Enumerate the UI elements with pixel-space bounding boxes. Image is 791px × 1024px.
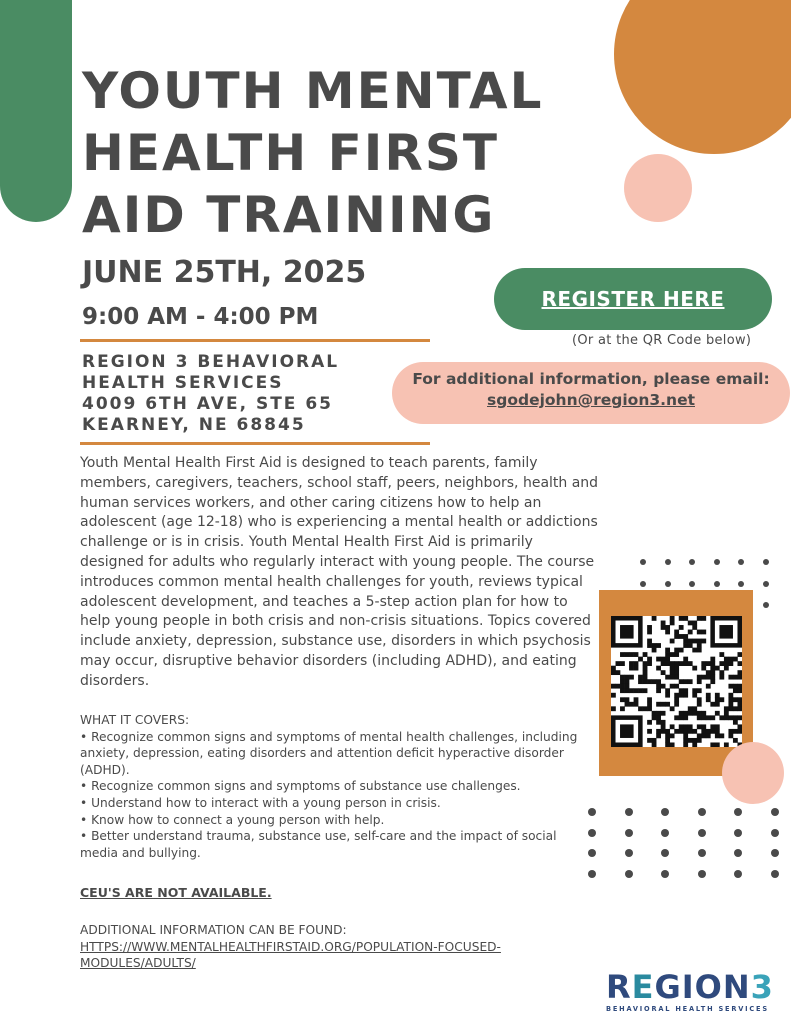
address-line-4: KEARNEY, NE 68845 <box>82 415 306 435</box>
decorative-dot <box>734 808 742 816</box>
decorative-dot <box>714 581 720 587</box>
covers-item: • Understand how to interact with a young person in crisis. <box>80 795 441 810</box>
decorative-dot <box>698 829 706 837</box>
contact-email-link[interactable]: sgodejohn@region3.net <box>487 391 695 409</box>
decorative-dot <box>771 849 779 857</box>
decorative-dot <box>714 559 720 565</box>
qr-code[interactable] <box>611 616 742 747</box>
decorative-dot <box>734 829 742 837</box>
page-title <box>82 60 602 246</box>
decorative-dot <box>771 808 779 816</box>
what-it-covers <box>80 712 590 861</box>
decorative-dot <box>771 829 779 837</box>
region3-logo <box>606 970 774 1013</box>
resource-link-line-2: MODULES/ADULTS/ <box>80 956 196 971</box>
green-decorative-bar <box>0 0 72 222</box>
divider-top <box>80 339 430 342</box>
orange-decorative-circle <box>614 0 791 154</box>
decorative-dot <box>734 849 742 857</box>
logo-subtitle: BEHAVIORAL HEALTH SERVICES <box>606 1005 769 1013</box>
additional-info-heading: ADDITIONAL INFORMATION CAN BE FOUND: <box>80 923 347 937</box>
event-date: JUNE 25TH, 2025 <box>82 255 367 290</box>
decorative-dot <box>588 829 596 837</box>
decorative-dot <box>640 581 646 587</box>
decorative-dot <box>738 559 744 565</box>
decorative-dot <box>640 559 646 565</box>
address-line-3: 4009 6TH AVE, STE 65 <box>82 394 333 414</box>
register-button[interactable]: REGISTER HERE <box>494 268 772 330</box>
decorative-dot <box>763 559 769 565</box>
decorative-dot <box>698 870 706 878</box>
decorative-dot <box>763 581 769 587</box>
decorative-dot <box>665 581 671 587</box>
decorative-dot <box>738 581 744 587</box>
divider-bottom <box>80 442 430 445</box>
ceu-notice: CEU'S ARE NOT AVAILABLE. <box>80 885 272 900</box>
event-address <box>82 352 339 436</box>
pink-decorative-circle-small <box>722 742 784 804</box>
title-line-2: HEALTH FIRST <box>82 124 500 182</box>
decorative-dot <box>771 870 779 878</box>
title-line-1: YOUTH MENTAL <box>82 62 544 120</box>
covers-item: • Recognize common signs and symptoms of mental health challenges, including anxiety, depression, eating disorders and attention deficit hyperactive disorder (ADHD). <box>80 729 578 777</box>
title-line-3: AID TRAINING <box>82 186 496 244</box>
covers-heading: WHAT IT COVERS: <box>80 713 190 727</box>
resource-link-line-1: HTTPS://WWW.MENTALHEALTHFIRSTAID.ORG/POPULATION-FOCUSED- <box>80 939 501 954</box>
decorative-dot <box>665 559 671 565</box>
decorative-dot <box>588 849 596 857</box>
decorative-dot <box>661 808 669 816</box>
logo-letters-gion: GION <box>654 968 751 1006</box>
decorative-dot <box>661 829 669 837</box>
address-line-1: REGION 3 BEHAVIORAL <box>82 352 340 372</box>
event-time: 9:00 AM - 4:00 PM <box>82 304 319 330</box>
pink-decorative-circle <box>624 154 692 222</box>
qr-code-image <box>611 616 742 747</box>
resource-link[interactable] <box>80 939 590 972</box>
logo-number: 3 <box>750 968 774 1006</box>
decorative-dot <box>588 870 596 878</box>
address-line-2: HEALTH SERVICES <box>82 373 284 393</box>
decorative-dot <box>763 602 769 608</box>
decorative-dot <box>625 808 633 816</box>
decorative-dot <box>689 581 695 587</box>
decorative-dot <box>625 870 633 878</box>
decorative-dot <box>698 849 706 857</box>
logo-letter-r: R <box>606 968 632 1006</box>
covers-item: • Better understand trauma, substance use, self-care and the impact of social media and bullying. <box>80 829 557 860</box>
decorative-dot <box>689 559 695 565</box>
decorative-dot <box>625 829 633 837</box>
logo-letter-e: E <box>631 968 655 1006</box>
decorative-dot <box>698 808 706 816</box>
decorative-dot <box>734 870 742 878</box>
contact-info-box <box>392 362 790 424</box>
additional-info <box>80 922 590 972</box>
covers-item: • Know how to connect a young person with help. <box>80 812 385 827</box>
course-description: Youth Mental Health First Aid is designed to teach parents, family members, caregivers, teachers, school staff, peers, neighbors, health and human services workers, and other caring citizens how to help an adolescent (age 12-18) who is experiencing a mental health or addictions challenge or is in crisis. Youth Mental Health First Aid is primarily designed for adults who regularly interact with young people. The course introduces common mental health challenges for youth, reviews typical adolescent development, and teaches a 5-step action plan for how to help young people in both crisis and non-crisis situations. Topics covered include anxiety, depression, substance use, disorders in which psychosis may occur, disruptive behavior disorders (including ADHD), and eating disorders. <box>80 455 599 689</box>
decorative-dot <box>625 849 633 857</box>
covers-item: • Recognize common signs and symptoms of substance use challenges. <box>80 779 521 794</box>
decorative-dot <box>661 849 669 857</box>
logo-wordmark <box>606 970 774 1004</box>
decorative-dot <box>588 808 596 816</box>
qr-code-note: (Or at the QR Code below) <box>572 333 752 348</box>
decorative-dot <box>661 870 669 878</box>
contact-info-text: For additional information, please email: <box>412 370 770 388</box>
